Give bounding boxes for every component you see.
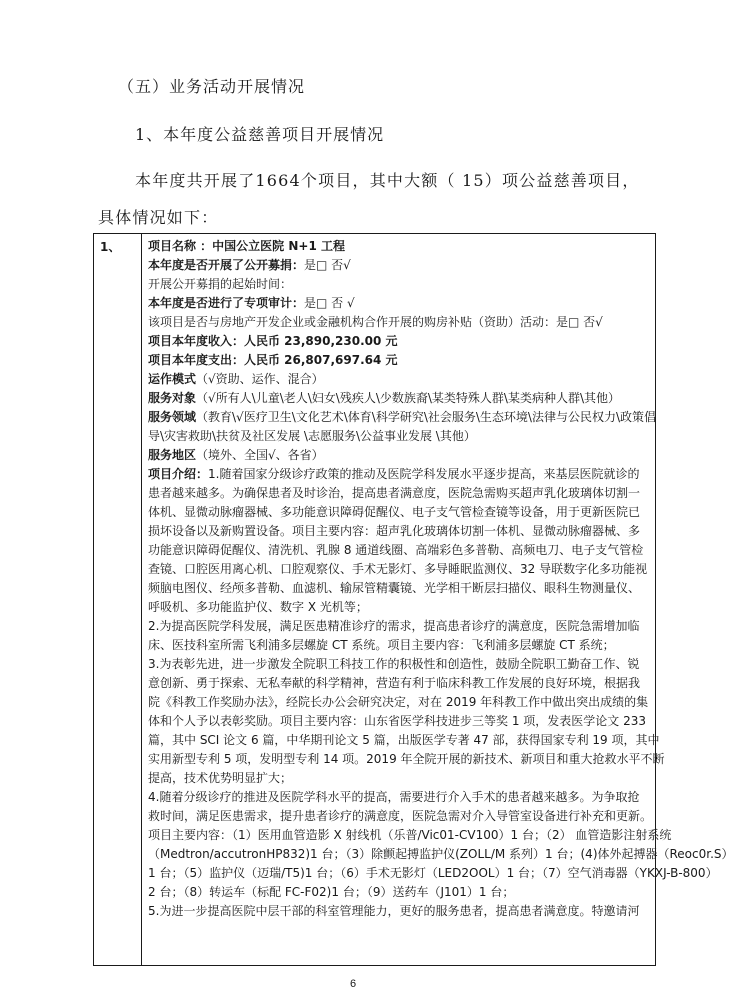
detail-line: [148, 351, 651, 370]
detail-text: 该项目是否与房地产开发企业或金融机构合作开展的购房补贴（资助）活动：是□ 否√: [148, 315, 603, 329]
intro-paragraph-line-1: 本年度共开展了1664个项目，其中大额（ 15）项公益慈善项目，: [135, 171, 640, 190]
detail-line: [148, 275, 651, 294]
detail-label: 项目本年度支出：人民币 26,807,697.64 元: [148, 353, 398, 367]
project-table: [93, 233, 734, 966]
detail-text: 频脑电图仪、经颅多普勒、血滤机、输尿管精囊镜、光学相干断层扫描仪、眼科生物测量仪、: [148, 581, 641, 595]
detail-line: [148, 636, 651, 655]
detail-line: [148, 902, 651, 921]
detail-line: [148, 446, 651, 465]
detail-line: [148, 237, 651, 256]
detail-text: 5.为进一步提高医院中层干部的科室管理能力，更好的服务患者，提高患者满意度。特邀请河: [148, 904, 640, 918]
detail-line: [148, 598, 651, 617]
detail-line: [148, 864, 718, 883]
detail-text: 篇，其中 SCI 论文 6 篇，中华期刊论文 5 篇，出版医学专著 47 部，获得国家专利 19 项，其中: [148, 733, 660, 747]
detail-text: 提高，技术优势明显扩大；: [148, 771, 293, 785]
detail-text: （教育\√医疗卫生\文化艺术\体育\科学研究\社会服务\生态环境\法律与公民权力\政策倡: [196, 410, 657, 424]
detail-text: 是□ 否 √: [304, 296, 355, 310]
detail-text: 体和个人予以表彰奖励。项目主要内容：山东省医学科技进步三等奖 1 项，发表医学论文 233: [148, 714, 646, 728]
project-details: [148, 237, 734, 921]
detail-text: 2 台；（8）转运车（标配 FC-F02)1 台；（9）送药车（J101）1 台；: [148, 885, 515, 899]
detail-line: [148, 427, 651, 446]
detail-line: [148, 256, 651, 275]
detail-line: [148, 522, 651, 541]
detail-line: [148, 313, 651, 332]
detail-text: 呼吸机、多功能监护仪、数字 X 光机等；: [148, 600, 368, 614]
detail-line: [148, 674, 651, 693]
detail-line: [148, 465, 651, 484]
detail-text: 体机、显微动脉瘤器械、多功能意识障碍促醒仪、电子支气管检查镜等设备，用于更新医院已: [148, 505, 641, 519]
detail-label: 服务地区: [148, 448, 197, 462]
item-number: 1、: [100, 240, 121, 254]
detail-label: 项目名称 ：中国公立医院 N+1 工程: [148, 239, 345, 253]
detail-text: 损坏设备以及新购置设备。项目主要内容：超声乳化玻璃体切割一体机、显微动脉瘤器械、多: [148, 524, 641, 538]
detail-text: 实用新型专利 5 项，发明型专利 14 项。2019 年全院开展的新技术、新项目和重大抢救水平不断: [148, 752, 665, 766]
detail-text: 救时间，满足医患需求，提升患者诊疗的满意度，医院急需对介入导管室设备进行补充和更新。: [148, 809, 653, 823]
detail-text: 床、医技科室所需飞利浦多层螺旋 CT 系统。项目主要内容：飞利浦多层螺旋 CT 系统；: [148, 638, 615, 652]
detail-line: [148, 408, 657, 427]
detail-text: （√所有人\儿童\老人\妇女\残疾人\少数族裔\某类特殊人群\某类病种人群\其他）: [196, 391, 621, 405]
detail-line: [148, 560, 651, 579]
detail-line: [148, 617, 651, 636]
detail-text: 开展公开募捐的起始时间：: [148, 277, 293, 291]
detail-line: [148, 712, 651, 731]
detail-text: 2.为提高医院学科发展，满足医患精准诊疗的需求，提高患者诊疗的满意度，医院急需增加临: [148, 619, 640, 633]
detail-label: 项目本年度收入：人民币 23,890,230.00 元: [148, 334, 398, 348]
page-number: 6: [350, 978, 357, 990]
detail-text: （境外、全国√、各省）: [196, 448, 324, 462]
detail-line: [148, 845, 734, 864]
detail-line: [148, 389, 651, 408]
detail-line: [148, 731, 660, 750]
detail-text: （√资助、运作、混合）: [196, 372, 324, 386]
detail-text: 患者越来越多。为确保患者及时诊治，提高患者满意度，医院急需购买超声乳化玻璃体切割一: [148, 486, 641, 500]
detail-line: [148, 883, 651, 902]
detail-line: [148, 370, 651, 389]
detail-line: [148, 541, 651, 560]
detail-line: [148, 693, 651, 712]
detail-line: [148, 826, 672, 845]
detail-text: 查镜、口腔医用离心机、口腔观察仪、手术无影灯、多导睡眠监测仪、32 导联数字化多功能视: [148, 562, 648, 576]
detail-label: 运作模式: [148, 372, 197, 386]
detail-line: [148, 788, 651, 807]
detail-text: 3.为表彰先进，进一步激发全院职工科技工作的积极性和创造性，鼓励全院职工勤奋工作、锐: [148, 657, 640, 671]
detail-text: 项目主要内容：（1）医用血管造影 X 射线机（乐普/Vic01-CV100）1 台；（2） 血管造影注射系统: [148, 828, 672, 842]
detail-text: 功能意识障碍促醒仪、清洗机、乳腺 8 通道线圈、高端彩色多普勒、高频电刀、电子支气管检: [148, 543, 644, 557]
detail-text: 导\灾害救助\扶贫及社区发展 \志愿服务\公益事业发展 \其他）: [148, 429, 476, 443]
detail-label: 服务领域: [148, 410, 197, 424]
detail-line: [148, 484, 651, 503]
detail-label: 服务对象: [148, 391, 197, 405]
item-number-cell: [94, 234, 142, 965]
detail-line: [148, 332, 651, 351]
detail-line: [148, 807, 651, 826]
detail-text: 1.随着国家分级诊疗政策的推动及医院学科发展水平逐步提高，来基层医院就诊的: [208, 467, 640, 481]
detail-line: [148, 503, 651, 522]
detail-line: [148, 655, 651, 674]
detail-label: 项目介绍：: [148, 467, 209, 481]
detail-line: [148, 579, 651, 598]
section-heading: （五）业务活动开展情况: [118, 77, 306, 96]
detail-text: 意创新、勇于探索、无私奉献的科学精神，营造有利于临床科教工作发展的良好环境，根据我: [148, 676, 641, 690]
detail-text: 是□ 否√: [304, 258, 351, 272]
detail-line: [148, 750, 665, 769]
detail-label: 本年度是否进行了专项审计：: [148, 296, 305, 310]
detail-text: 1 台；（5）监护仪（迈瑞/T5)1 台；（6）手术无影灯（LED2OOL）1 台；（7）空气消毒器（YKXJ-B-800）: [148, 866, 718, 880]
subsection-heading: 1、本年度公益慈善项目开展情况: [135, 125, 385, 144]
detail-line: [148, 769, 651, 788]
detail-text: （Medtron/accutronHP832)1 台；（3）除颤起搏监护仪(ZOLL/M 系列）1 台；(4)体外起搏器（Reoc0r.S）: [148, 847, 734, 861]
detail-text: 4.随着分级诊疗的推进及医院学科水平的提高，需要进行介入手术的患者越来越多。为争取抢: [148, 790, 640, 804]
detail-line: [148, 294, 651, 313]
detail-text: 院《科教工作奖励办法》，经院长办公会研究决定，对在 2019 年科教工作中做出突出成绩的集: [148, 695, 649, 709]
detail-label: 本年度是否开展了公开募捐：: [148, 258, 305, 272]
intro-paragraph-line-2: 具体情况如下：: [98, 208, 219, 227]
